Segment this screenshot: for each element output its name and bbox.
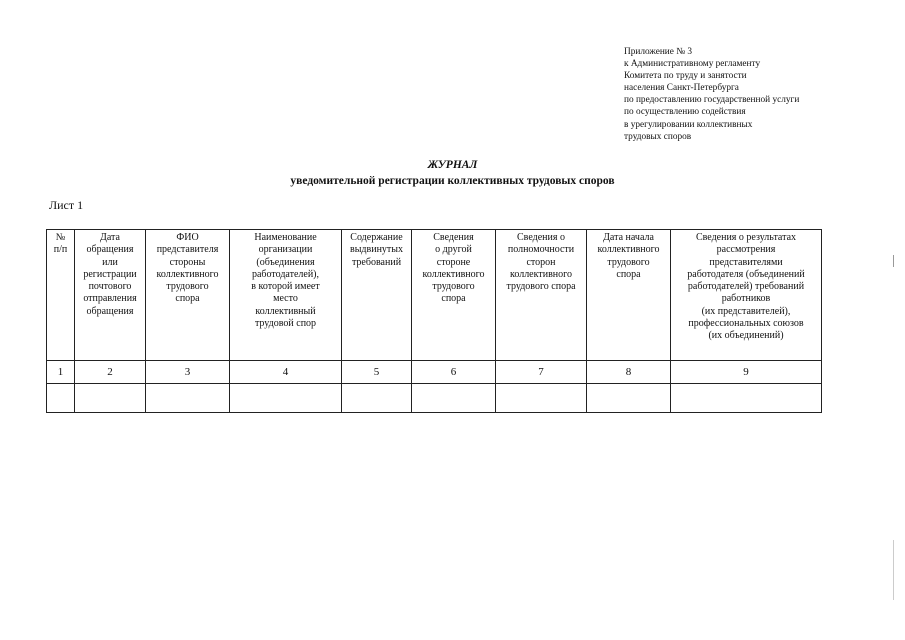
appendix-line: населения Санкт-Петербурга bbox=[624, 83, 739, 94]
scan-margin-mark bbox=[893, 255, 894, 267]
header-line: почтового bbox=[88, 281, 132, 293]
header-line: организации bbox=[258, 244, 313, 256]
header-line: трудовой спор bbox=[254, 318, 317, 330]
header-line: трудового спора bbox=[506, 281, 576, 293]
scan-margin-mark bbox=[893, 540, 894, 600]
header-cell-start-date bbox=[587, 230, 671, 361]
header-row bbox=[47, 230, 822, 361]
column-number: 9 bbox=[671, 361, 822, 384]
header-line: Наименование bbox=[254, 232, 317, 243]
header-line: место bbox=[273, 293, 298, 305]
header-line: коллективного bbox=[156, 268, 219, 280]
empty-cell[interactable] bbox=[47, 384, 75, 413]
header-cell-representative bbox=[146, 230, 230, 361]
empty-cell[interactable] bbox=[496, 384, 587, 413]
empty-cell[interactable] bbox=[412, 384, 496, 413]
header-line: работодателей) требований bbox=[687, 281, 805, 293]
column-number: 4 bbox=[230, 361, 342, 384]
header-line: коллективный bbox=[255, 305, 316, 317]
empty-cell[interactable] bbox=[671, 384, 822, 413]
sheet-label: Лист 1 bbox=[49, 198, 84, 212]
column-number: 3 bbox=[146, 361, 230, 384]
header-line: трудового bbox=[166, 281, 209, 293]
appendix-line: Приложение № 3 bbox=[624, 47, 693, 57]
appendix-line: в урегулировании коллективных bbox=[624, 119, 753, 130]
appendix-line: по осуществлению содействия bbox=[624, 107, 746, 118]
journal-title: ЖУРНАЛ bbox=[427, 159, 478, 171]
header-line: представителями bbox=[709, 256, 783, 268]
empty-cell[interactable] bbox=[587, 384, 671, 413]
column-number: 5 bbox=[342, 361, 412, 384]
header-line: сторон bbox=[526, 256, 556, 268]
header-line: трудового bbox=[432, 281, 475, 293]
empty-cell[interactable] bbox=[75, 384, 146, 413]
header-line: Дата bbox=[100, 232, 120, 243]
header-line: стороне bbox=[436, 256, 471, 268]
appendix-line: по предоставлению государственной услуги bbox=[624, 95, 800, 106]
header-line: № bbox=[55, 232, 66, 243]
empty-cell[interactable] bbox=[146, 384, 230, 413]
header-line: спора bbox=[175, 293, 200, 305]
appendix-line: Комитета по труду и занятости bbox=[624, 71, 747, 82]
header-line: (объединения bbox=[256, 256, 315, 268]
header-line: спора bbox=[616, 268, 641, 280]
empty-cell[interactable] bbox=[342, 384, 412, 413]
column-number: 6 bbox=[412, 361, 496, 384]
header-line: трудового bbox=[607, 256, 650, 268]
header-cell-other-party bbox=[412, 230, 496, 361]
column-number: 2 bbox=[75, 361, 146, 384]
empty-entry-row bbox=[47, 384, 822, 413]
header-line: работодателя (объединений bbox=[687, 268, 805, 280]
header-line: (их объединений) bbox=[708, 330, 784, 342]
header-line: Сведения о результатах bbox=[695, 232, 797, 243]
header-cell-organization bbox=[230, 230, 342, 361]
header-cell-date bbox=[75, 230, 146, 361]
header-line: обращения bbox=[86, 305, 134, 317]
header-line: коллективного bbox=[597, 244, 660, 256]
header-line: стороны bbox=[169, 256, 206, 268]
header-line: о другой bbox=[435, 244, 472, 256]
header-line: Содержание bbox=[350, 232, 403, 243]
column-number: 1 bbox=[47, 361, 75, 384]
header-line: представителя bbox=[156, 244, 219, 256]
column-number: 7 bbox=[496, 361, 587, 384]
header-line: регистрации bbox=[83, 268, 137, 280]
header-line: полномочности bbox=[507, 244, 575, 256]
header-cell-results bbox=[671, 230, 822, 361]
header-line: Сведения bbox=[433, 232, 474, 243]
header-line: выдвинутых bbox=[349, 244, 404, 256]
header-line: коллективного bbox=[422, 268, 485, 280]
header-line: Дата начала bbox=[603, 232, 654, 243]
header-line: отправления bbox=[83, 293, 137, 305]
header-line: коллективного bbox=[509, 268, 572, 280]
appendix-line: трудовых споров bbox=[624, 131, 692, 142]
header-line: ФИО bbox=[176, 232, 199, 243]
header-line: работодателей), bbox=[251, 268, 320, 280]
header-line: (их представителей), bbox=[701, 305, 791, 317]
column-number: 8 bbox=[587, 361, 671, 384]
header-line: требований bbox=[351, 256, 402, 268]
journal-table bbox=[46, 229, 822, 413]
header-cell-authority bbox=[496, 230, 587, 361]
appendix-note bbox=[624, 46, 799, 143]
header-line: или bbox=[102, 256, 118, 268]
column-number-row bbox=[47, 361, 822, 384]
empty-cell[interactable] bbox=[230, 384, 342, 413]
header-line: работников bbox=[721, 293, 771, 305]
header-cell-number bbox=[47, 230, 75, 361]
header-line: обращения bbox=[86, 244, 134, 256]
header-line: п/п bbox=[53, 244, 68, 256]
journal-subtitle: уведомительной регистрации коллективных трудовых споров bbox=[290, 175, 615, 187]
header-line: в которой имеет bbox=[251, 281, 320, 293]
appendix-line: к Административному регламенту bbox=[624, 59, 761, 70]
header-line: рассмотрения bbox=[716, 244, 776, 256]
header-line: профессиональных союзов bbox=[688, 318, 804, 330]
header-cell-demands bbox=[342, 230, 412, 361]
header-line: спора bbox=[441, 293, 466, 305]
header-line: Сведения о bbox=[517, 232, 565, 243]
